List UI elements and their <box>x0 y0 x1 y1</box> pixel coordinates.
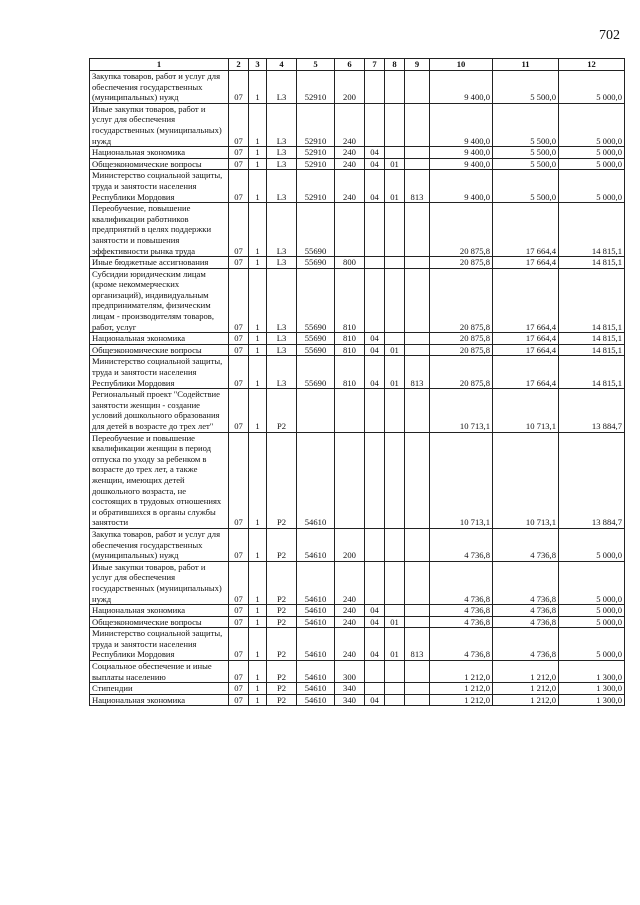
table-row <box>90 432 625 528</box>
code-program: 1 <box>249 103 267 146</box>
row-name: Иные закупки товаров, работ и услуг для обеспечения государственных (муниципальных) нужд <box>90 561 229 604</box>
code-podrazdel: 01 <box>385 616 405 628</box>
code-section: 07 <box>229 333 249 345</box>
code-razdel <box>365 203 385 257</box>
code-expense-type: 240 <box>335 616 365 628</box>
amount-col12: 5 000,0 <box>559 628 625 661</box>
code-program: 1 <box>249 71 267 104</box>
row-name: Национальная экономика <box>90 605 229 617</box>
code-ministry: 813 <box>405 170 430 203</box>
amount-col10: 10 713,1 <box>430 389 493 432</box>
code-subprogram: P2 <box>267 628 297 661</box>
code-razdel <box>365 268 385 333</box>
code-program: 1 <box>249 694 267 706</box>
row-name: Министерство социальной защиты, труда и занятости населения Республики Мордовия <box>90 356 229 389</box>
row-name: Переобучение и повышение квалификации женщин в период отпуска по уходу за ребенком в возрасте до трех лет, а также женщин, имеющих детей дошкольного возраста, не состоящих в трудовых отношениях и обратившихся в органы службы занятости <box>90 432 229 528</box>
table-row <box>90 268 625 333</box>
code-razdel: 04 <box>365 158 385 170</box>
code-section: 07 <box>229 170 249 203</box>
code-expense-type: 200 <box>335 71 365 104</box>
code-podrazdel <box>385 661 405 683</box>
code-section: 07 <box>229 147 249 159</box>
code-ministry <box>405 683 430 695</box>
code-section: 07 <box>229 616 249 628</box>
row-name: Министерство социальной защиты, труда и занятости населения Республики Мордовия <box>90 170 229 203</box>
code-podrazdel: 01 <box>385 628 405 661</box>
code-subprogram: P2 <box>267 616 297 628</box>
code-direction: 54610 <box>297 661 335 683</box>
code-expense-type: 200 <box>335 528 365 561</box>
code-direction: 54610 <box>297 628 335 661</box>
amount-col11: 5 500,0 <box>493 170 559 203</box>
code-podrazdel: 01 <box>385 356 405 389</box>
amount-col11: 4 736,8 <box>493 605 559 617</box>
code-section: 07 <box>229 389 249 432</box>
code-expense-type: 340 <box>335 694 365 706</box>
amount-col10: 20 875,8 <box>430 257 493 269</box>
code-ministry <box>405 147 430 159</box>
code-program: 1 <box>249 683 267 695</box>
row-name: Национальная экономика <box>90 147 229 159</box>
amount-col10: 20 875,8 <box>430 333 493 345</box>
table-row <box>90 71 625 104</box>
amount-col10: 9 400,0 <box>430 158 493 170</box>
code-expense-type <box>335 389 365 432</box>
code-direction: 55690 <box>297 268 335 333</box>
code-razdel <box>365 71 385 104</box>
code-podrazdel: 01 <box>385 158 405 170</box>
column-header: 12 <box>559 59 625 71</box>
amount-col10: 9 400,0 <box>430 71 493 104</box>
code-razdel: 04 <box>365 605 385 617</box>
row-name: Общеэкономические вопросы <box>90 616 229 628</box>
code-razdel <box>365 528 385 561</box>
table-row <box>90 628 625 661</box>
row-name: Общеэкономические вопросы <box>90 344 229 356</box>
table-row <box>90 616 625 628</box>
code-subprogram: P2 <box>267 683 297 695</box>
code-expense-type: 340 <box>335 683 365 695</box>
column-header: 5 <box>297 59 335 71</box>
amount-col10: 1 212,0 <box>430 694 493 706</box>
table-row <box>90 561 625 604</box>
row-name: Закупка товаров, работ и услуг для обеспечения государственных (муниципальных) нужд <box>90 528 229 561</box>
code-podrazdel <box>385 561 405 604</box>
amount-col11: 4 736,8 <box>493 528 559 561</box>
code-expense-type: 810 <box>335 268 365 333</box>
code-direction: 54610 <box>297 605 335 617</box>
amount-col11: 5 500,0 <box>493 147 559 159</box>
code-expense-type: 240 <box>335 170 365 203</box>
code-expense-type: 810 <box>335 344 365 356</box>
column-header: 10 <box>430 59 493 71</box>
column-header: 8 <box>385 59 405 71</box>
code-expense-type: 810 <box>335 333 365 345</box>
code-razdel <box>365 683 385 695</box>
code-ministry <box>405 158 430 170</box>
amount-col12: 14 815,1 <box>559 344 625 356</box>
code-razdel <box>365 389 385 432</box>
table-header-row <box>90 59 625 71</box>
amount-col10: 20 875,8 <box>430 203 493 257</box>
code-direction: 55690 <box>297 257 335 269</box>
code-expense-type: 810 <box>335 356 365 389</box>
code-subprogram: P2 <box>267 661 297 683</box>
code-podrazdel <box>385 605 405 617</box>
amount-col11: 1 212,0 <box>493 661 559 683</box>
column-header: 3 <box>249 59 267 71</box>
amount-col11: 10 713,1 <box>493 389 559 432</box>
code-subprogram: L3 <box>267 268 297 333</box>
table-row <box>90 257 625 269</box>
amount-col12: 1 300,0 <box>559 683 625 695</box>
amount-col10: 9 400,0 <box>430 170 493 203</box>
code-direction: 54610 <box>297 694 335 706</box>
amount-col10: 4 736,8 <box>430 616 493 628</box>
code-section: 07 <box>229 683 249 695</box>
code-direction: 55690 <box>297 356 335 389</box>
code-razdel <box>365 561 385 604</box>
code-expense-type: 300 <box>335 661 365 683</box>
code-ministry <box>405 432 430 528</box>
amount-col12: 5 000,0 <box>559 158 625 170</box>
code-program: 1 <box>249 528 267 561</box>
code-razdel <box>365 103 385 146</box>
code-ministry <box>405 605 430 617</box>
amount-col11: 10 713,1 <box>493 432 559 528</box>
code-section: 07 <box>229 561 249 604</box>
amount-col11: 17 664,4 <box>493 356 559 389</box>
table-row <box>90 661 625 683</box>
amount-col10: 4 736,8 <box>430 605 493 617</box>
amount-col10: 1 212,0 <box>430 661 493 683</box>
table-row <box>90 694 625 706</box>
table-row <box>90 147 625 159</box>
code-program: 1 <box>249 170 267 203</box>
code-expense-type <box>335 203 365 257</box>
amount-col11: 4 736,8 <box>493 628 559 661</box>
code-direction: 52910 <box>297 170 335 203</box>
code-podrazdel <box>385 683 405 695</box>
code-section: 07 <box>229 694 249 706</box>
code-section: 07 <box>229 203 249 257</box>
amount-col11: 17 664,4 <box>493 268 559 333</box>
row-name: Иные закупки товаров, работ и услуг для обеспечения государственных (муниципальных) нужд <box>90 103 229 146</box>
code-ministry <box>405 344 430 356</box>
code-program: 1 <box>249 268 267 333</box>
code-razdel: 04 <box>365 333 385 345</box>
code-razdel: 04 <box>365 147 385 159</box>
code-ministry <box>405 257 430 269</box>
code-podrazdel <box>385 432 405 528</box>
amount-col12: 14 815,1 <box>559 203 625 257</box>
code-section: 07 <box>229 103 249 146</box>
amount-col10: 20 875,8 <box>430 344 493 356</box>
row-name: Национальная экономика <box>90 333 229 345</box>
code-direction <box>297 389 335 432</box>
column-header: 2 <box>229 59 249 71</box>
code-expense-type: 240 <box>335 561 365 604</box>
code-section: 07 <box>229 528 249 561</box>
code-subprogram: P2 <box>267 432 297 528</box>
code-razdel: 04 <box>365 344 385 356</box>
code-direction: 52910 <box>297 103 335 146</box>
code-podrazdel: 01 <box>385 344 405 356</box>
column-header: 1 <box>90 59 229 71</box>
code-podrazdel <box>385 203 405 257</box>
code-direction: 54610 <box>297 683 335 695</box>
code-program: 1 <box>249 389 267 432</box>
code-program: 1 <box>249 203 267 257</box>
code-section: 07 <box>229 432 249 528</box>
amount-col11: 5 500,0 <box>493 71 559 104</box>
row-name: Стипендии <box>90 683 229 695</box>
table-row <box>90 356 625 389</box>
row-name: Региональный проект "Содействие занятости женщин - создание условий дошкольного образования для детей в возрасте до трех лет" <box>90 389 229 432</box>
table-row <box>90 170 625 203</box>
column-header: 4 <box>267 59 297 71</box>
column-header: 7 <box>365 59 385 71</box>
code-subprogram: P2 <box>267 528 297 561</box>
code-direction: 54610 <box>297 561 335 604</box>
code-subprogram: P2 <box>267 605 297 617</box>
amount-col12: 13 884,7 <box>559 389 625 432</box>
code-ministry <box>405 333 430 345</box>
code-expense-type <box>335 432 365 528</box>
code-program: 1 <box>249 605 267 617</box>
code-razdel: 04 <box>365 694 385 706</box>
code-razdel <box>365 661 385 683</box>
code-program: 1 <box>249 661 267 683</box>
code-podrazdel <box>385 333 405 345</box>
code-program: 1 <box>249 356 267 389</box>
table-row <box>90 203 625 257</box>
row-name: Социальное обеспечение и иные выплаты населению <box>90 661 229 683</box>
code-program: 1 <box>249 147 267 159</box>
amount-col10: 9 400,0 <box>430 147 493 159</box>
code-direction: 54610 <box>297 432 335 528</box>
code-section: 07 <box>229 356 249 389</box>
amount-col12: 5 000,0 <box>559 147 625 159</box>
code-section: 07 <box>229 158 249 170</box>
amount-col10: 9 400,0 <box>430 103 493 146</box>
amount-col10: 10 713,1 <box>430 432 493 528</box>
code-podrazdel <box>385 103 405 146</box>
code-direction: 52910 <box>297 71 335 104</box>
code-subprogram: L3 <box>267 147 297 159</box>
table-row <box>90 528 625 561</box>
code-podrazdel <box>385 694 405 706</box>
code-ministry <box>405 103 430 146</box>
code-expense-type: 800 <box>335 257 365 269</box>
code-podrazdel <box>385 71 405 104</box>
code-ministry <box>405 694 430 706</box>
amount-col11: 4 736,8 <box>493 616 559 628</box>
amount-col12: 5 000,0 <box>559 170 625 203</box>
code-ministry <box>405 203 430 257</box>
amount-col10: 4 736,8 <box>430 628 493 661</box>
row-name: Общеэкономические вопросы <box>90 158 229 170</box>
code-razdel: 04 <box>365 628 385 661</box>
code-program: 1 <box>249 561 267 604</box>
amount-col11: 1 212,0 <box>493 683 559 695</box>
row-name: Переобучение, повышение квалификации работников предприятий в целях поддержки занятости и повышения эффективности рынка труда <box>90 203 229 257</box>
table-row <box>90 103 625 146</box>
code-expense-type: 240 <box>335 147 365 159</box>
code-program: 1 <box>249 616 267 628</box>
code-subprogram: P2 <box>267 561 297 604</box>
amount-col12: 1 300,0 <box>559 694 625 706</box>
code-ministry <box>405 528 430 561</box>
amount-col10: 20 875,8 <box>430 268 493 333</box>
code-podrazdel <box>385 389 405 432</box>
amount-col10: 1 212,0 <box>430 683 493 695</box>
code-section: 07 <box>229 257 249 269</box>
code-section: 07 <box>229 661 249 683</box>
code-subprogram: L3 <box>267 203 297 257</box>
code-podrazdel <box>385 147 405 159</box>
amount-col12: 5 000,0 <box>559 561 625 604</box>
code-subprogram: L3 <box>267 158 297 170</box>
table-row <box>90 344 625 356</box>
row-name: Министерство социальной защиты, труда и занятости населения Республики Мордовия <box>90 628 229 661</box>
code-expense-type: 240 <box>335 628 365 661</box>
column-header: 9 <box>405 59 430 71</box>
amount-col12: 13 884,7 <box>559 432 625 528</box>
code-podrazdel <box>385 528 405 561</box>
code-expense-type: 240 <box>335 605 365 617</box>
code-razdel <box>365 432 385 528</box>
code-ministry <box>405 561 430 604</box>
amount-col10: 20 875,8 <box>430 356 493 389</box>
code-direction: 52910 <box>297 158 335 170</box>
code-expense-type: 240 <box>335 103 365 146</box>
row-name: Закупка товаров, работ и услуг для обеспечения государственных (муниципальных) нужд <box>90 71 229 104</box>
code-subprogram: L3 <box>267 71 297 104</box>
code-direction: 52910 <box>297 147 335 159</box>
code-podrazdel <box>385 257 405 269</box>
amount-col12: 5 000,0 <box>559 103 625 146</box>
table-row <box>90 158 625 170</box>
code-program: 1 <box>249 257 267 269</box>
table-body <box>90 71 625 706</box>
code-section: 07 <box>229 344 249 356</box>
code-program: 1 <box>249 158 267 170</box>
amount-col12: 14 815,1 <box>559 268 625 333</box>
code-ministry: 813 <box>405 356 430 389</box>
code-subprogram: P2 <box>267 389 297 432</box>
code-direction: 55690 <box>297 203 335 257</box>
code-subprogram: L3 <box>267 333 297 345</box>
code-razdel: 04 <box>365 356 385 389</box>
code-subprogram: L3 <box>267 103 297 146</box>
code-section: 07 <box>229 268 249 333</box>
code-podrazdel: 01 <box>385 170 405 203</box>
code-ministry <box>405 616 430 628</box>
table-row <box>90 683 625 695</box>
code-subprogram: L3 <box>267 170 297 203</box>
row-name: Национальная экономика <box>90 694 229 706</box>
code-subprogram: L3 <box>267 344 297 356</box>
code-direction: 54610 <box>297 528 335 561</box>
code-razdel: 04 <box>365 616 385 628</box>
table-row <box>90 333 625 345</box>
code-subprogram: L3 <box>267 356 297 389</box>
amount-col12: 14 815,1 <box>559 356 625 389</box>
amount-col11: 5 500,0 <box>493 158 559 170</box>
code-program: 1 <box>249 628 267 661</box>
row-name: Субсидии юридическим лицам (кроме некоммерческих организаций), индивидуальным предпринимателям, физическим лицам - производителям товаров, работ, услуг <box>90 268 229 333</box>
code-program: 1 <box>249 344 267 356</box>
code-program: 1 <box>249 432 267 528</box>
amount-col11: 5 500,0 <box>493 103 559 146</box>
amount-col11: 17 664,4 <box>493 203 559 257</box>
code-direction: 55690 <box>297 333 335 345</box>
amount-col11: 17 664,4 <box>493 344 559 356</box>
amount-col12: 5 000,0 <box>559 528 625 561</box>
table-row <box>90 389 625 432</box>
code-section: 07 <box>229 628 249 661</box>
code-section: 07 <box>229 605 249 617</box>
amount-col12: 1 300,0 <box>559 661 625 683</box>
code-direction: 55690 <box>297 344 335 356</box>
code-expense-type: 240 <box>335 158 365 170</box>
table-row <box>90 605 625 617</box>
amount-col12: 5 000,0 <box>559 71 625 104</box>
code-subprogram: P2 <box>267 694 297 706</box>
code-podrazdel <box>385 268 405 333</box>
budget-table <box>89 58 625 706</box>
code-razdel: 04 <box>365 170 385 203</box>
amount-col12: 5 000,0 <box>559 616 625 628</box>
code-ministry <box>405 661 430 683</box>
code-ministry <box>405 71 430 104</box>
code-subprogram: L3 <box>267 257 297 269</box>
code-section: 07 <box>229 71 249 104</box>
code-ministry: 813 <box>405 628 430 661</box>
row-name: Иные бюджетные ассигнования <box>90 257 229 269</box>
amount-col12: 14 815,1 <box>559 333 625 345</box>
amount-col11: 17 664,4 <box>493 257 559 269</box>
amount-col12: 14 815,1 <box>559 257 625 269</box>
code-ministry <box>405 389 430 432</box>
amount-col12: 5 000,0 <box>559 605 625 617</box>
amount-col11: 4 736,8 <box>493 561 559 604</box>
amount-col10: 4 736,8 <box>430 528 493 561</box>
amount-col11: 17 664,4 <box>493 333 559 345</box>
code-ministry <box>405 268 430 333</box>
page-number: 702 <box>599 28 620 43</box>
amount-col10: 4 736,8 <box>430 561 493 604</box>
code-direction: 54610 <box>297 616 335 628</box>
code-program: 1 <box>249 333 267 345</box>
column-header: 6 <box>335 59 365 71</box>
code-razdel <box>365 257 385 269</box>
column-header: 11 <box>493 59 559 71</box>
amount-col11: 1 212,0 <box>493 694 559 706</box>
